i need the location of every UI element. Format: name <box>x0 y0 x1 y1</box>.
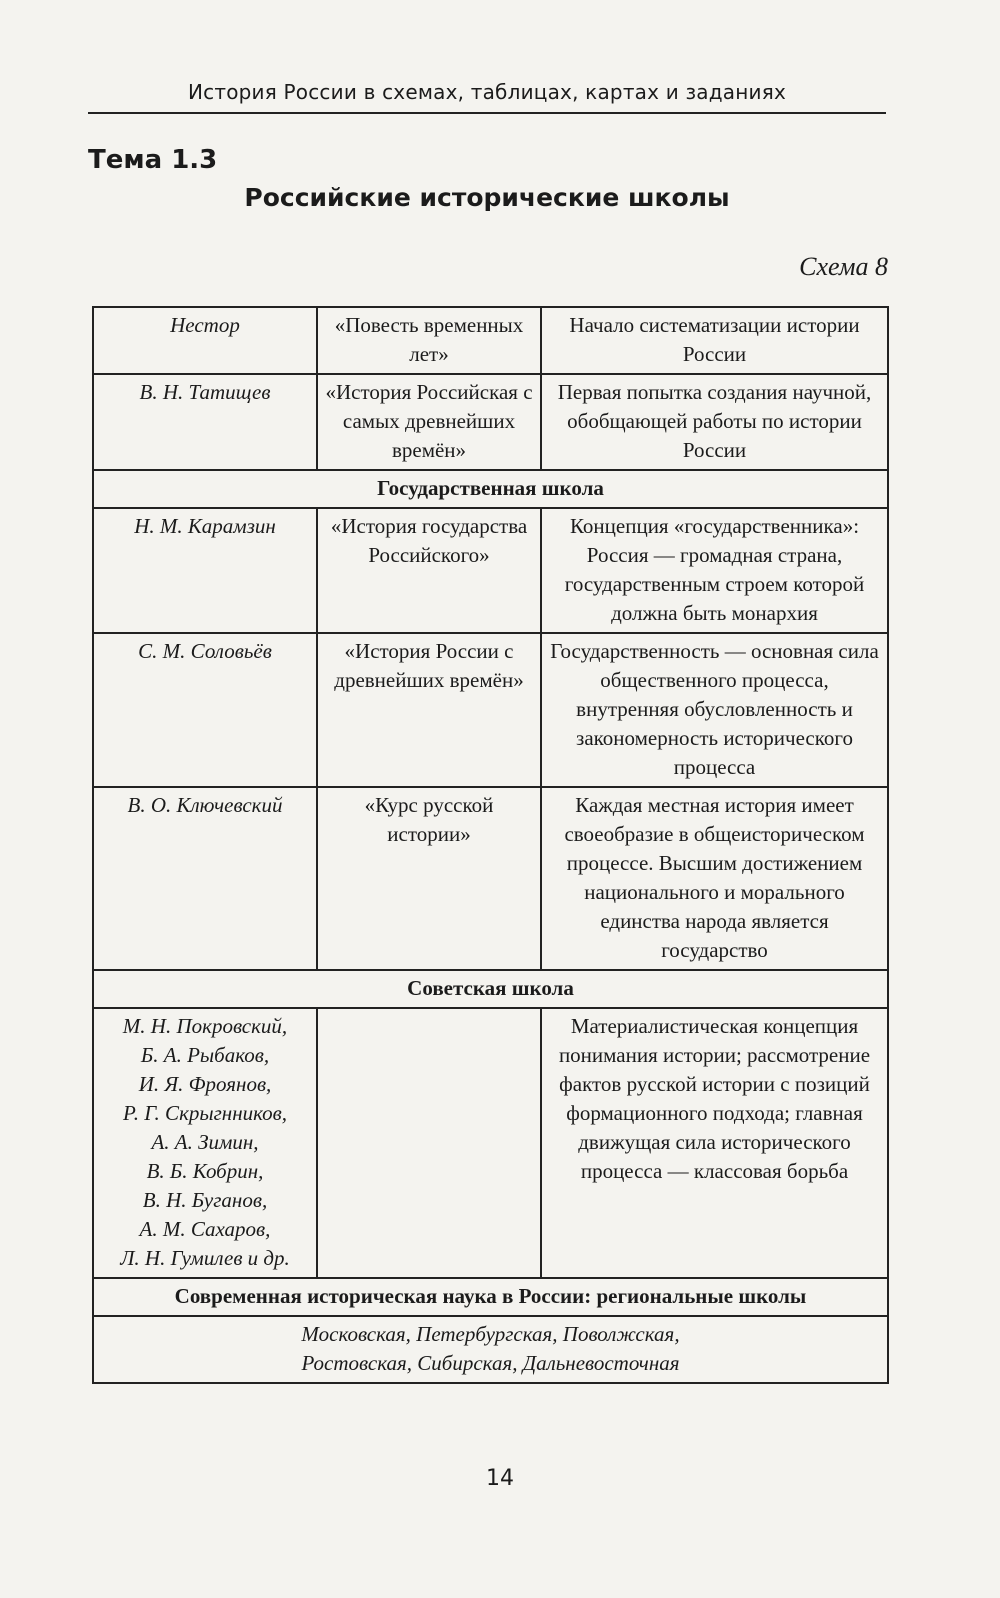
table-row <box>93 307 888 374</box>
topic-title: Российские исторические школы <box>244 183 730 212</box>
work-cell-empty <box>317 1008 541 1278</box>
regional-schools-cell <box>93 1316 888 1383</box>
author-name: А. М. Сахаров, <box>139 1217 271 1241</box>
table-row <box>93 374 888 470</box>
section-heading-modern-science: Современная историческая наука в России: региональные школы <box>93 1278 888 1316</box>
page-number: 14 <box>486 1466 514 1491</box>
description-cell: Материалистическая концепция понимания истории; рассмотрение фактов русской истории с позиций формационного подхода; главная движущая сила исторического процесса — классовая борьба <box>541 1008 888 1278</box>
scheme-label: Схема 8 <box>799 252 888 281</box>
author-cell: В. О. Ключевский <box>93 787 317 970</box>
author-cell: С. М. Соловьёв <box>93 633 317 787</box>
table-row <box>93 1316 888 1383</box>
work-cell: «История Российская с самых древнейших времён» <box>317 374 541 470</box>
section-heading-soviet-school: Советская школа <box>93 970 888 1008</box>
work-cell: «История России с древнейших времён» <box>317 633 541 787</box>
work-cell: «Курс русской истории» <box>317 787 541 970</box>
table-row <box>93 508 888 633</box>
description-cell: Первая попытка создания научной, обобщающей работы по истории России <box>541 374 888 470</box>
soviet-authors-cell <box>93 1008 317 1278</box>
description-cell: Государственность — основная сила общественного процесса, внутренняя обусловленность и закономерность исторического процесса <box>541 633 888 787</box>
author-name: Р. Г. Скрыгнников, <box>122 1101 288 1125</box>
author-cell: Нестор <box>93 307 317 374</box>
historical-schools-table <box>92 306 889 1384</box>
author-cell: Н. М. Карамзин <box>93 508 317 633</box>
section-row <box>93 470 888 508</box>
author-name: Б. А. Рыбаков, <box>140 1043 270 1067</box>
section-row <box>93 1278 888 1316</box>
description-cell: Начало систематизации истории России <box>541 307 888 374</box>
work-cell: «История государства Российского» <box>317 508 541 633</box>
description-cell: Каждая местная история имеет своеобразие в общеисторическом процессе. Высшим достижением национального и морального единства народа является государство <box>541 787 888 970</box>
section-heading-state-school: Государственная школа <box>93 470 888 508</box>
author-name: А. А. Зимин, <box>151 1130 259 1154</box>
author-name: М. Н. Покровский, <box>122 1014 288 1038</box>
author-name: Л. Н. Гумилев и др. <box>120 1246 290 1270</box>
author-name: В. Б. Кобрин, <box>146 1159 264 1183</box>
running-head: История России в схемах, таблицах, картах и заданиях <box>88 80 886 114</box>
section-row <box>93 970 888 1008</box>
description-cell: Концепция «государственника»: Россия — громадная страна, государственным строем которой должна быть монархия <box>541 508 888 633</box>
regional-schools-line: Московская, Петербургская, Поволжская, <box>301 1322 680 1346</box>
topic-label: Тема 1.3 <box>88 145 218 175</box>
regional-schools-line: Ростовская, Сибирская, Дальневосточная <box>301 1351 680 1375</box>
table-row <box>93 633 888 787</box>
author-name: И. Я. Фроянов, <box>138 1072 272 1096</box>
author-cell: В. Н. Татищев <box>93 374 317 470</box>
table-row <box>93 787 888 970</box>
author-name: В. Н. Буганов, <box>142 1188 268 1212</box>
table-row <box>93 1008 888 1278</box>
work-cell: «Повесть временных лет» <box>317 307 541 374</box>
